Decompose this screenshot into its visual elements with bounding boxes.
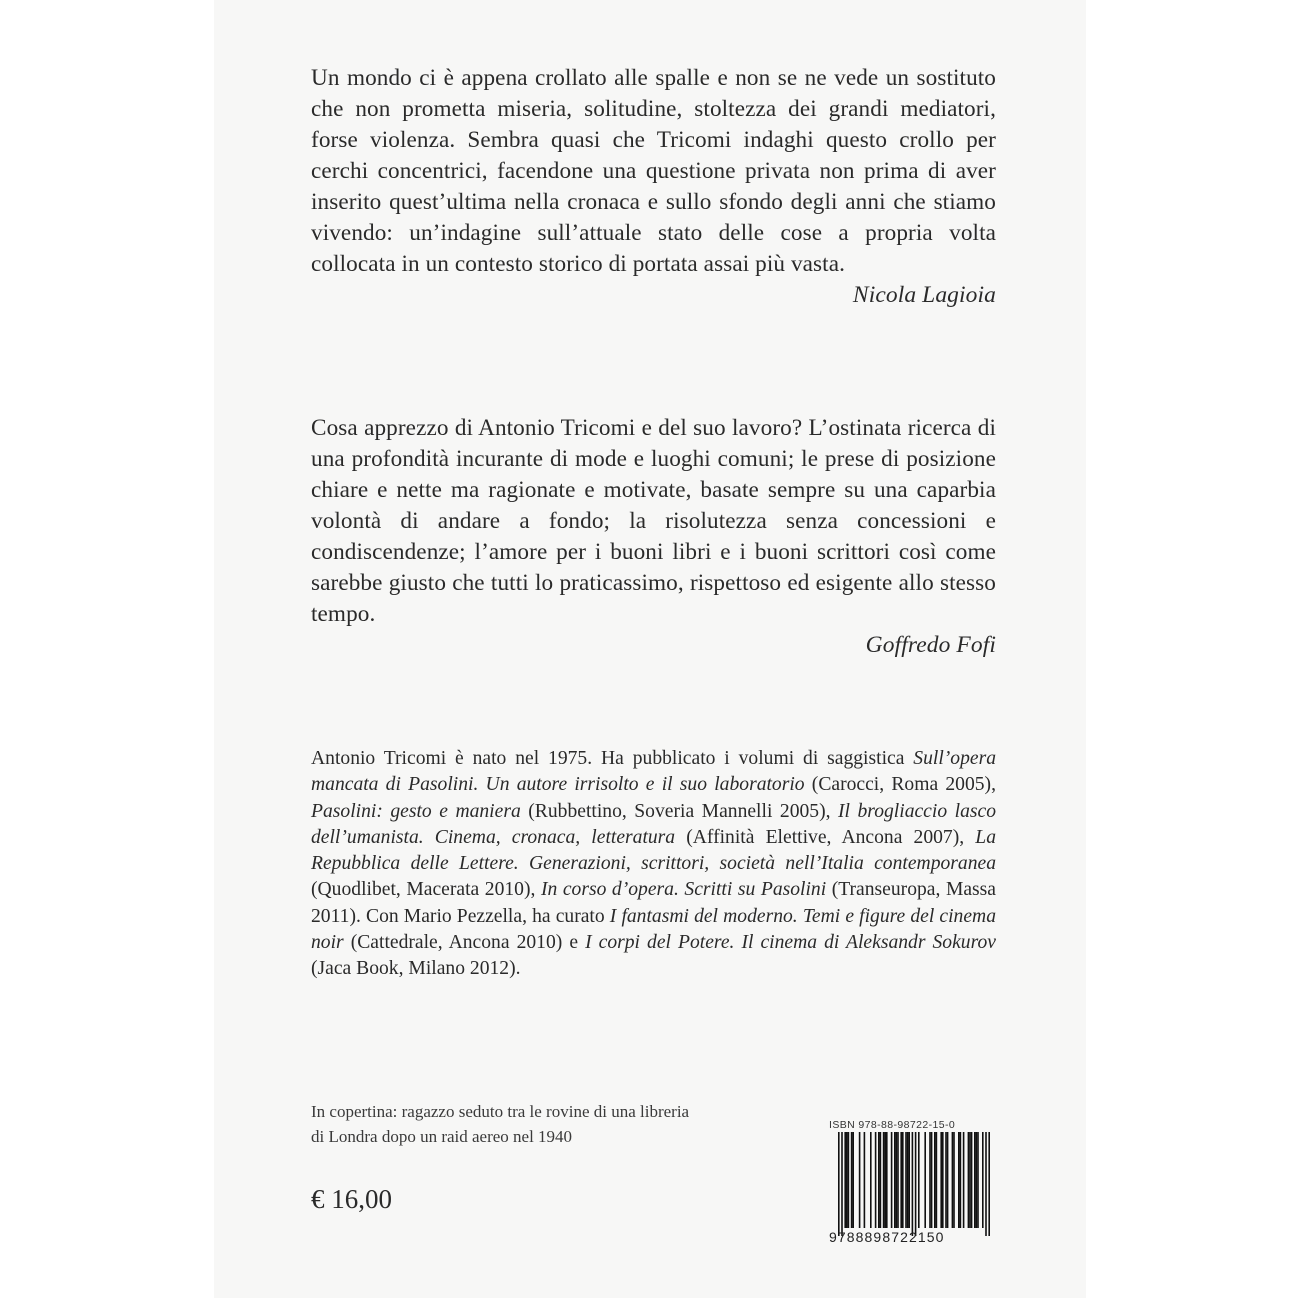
barcode-bar [908,1132,910,1228]
barcode-bar [985,1132,987,1236]
bio-text: (Affinità Elettive, Ancona 2007), [675,826,976,848]
caption-line: di Londra dopo un raid aereo nel 1940 [311,1127,573,1146]
caption-line: In copertina: ragazzo seduto tra le rovine di una libreria [311,1102,690,1121]
bio-text: (Transeuropa, Massa 2011). Con Mario Pezzella, ha curato [311,879,997,927]
barcode-bar [894,1132,896,1228]
barcode-bar [900,1132,902,1228]
barcode-bar [902,1132,904,1228]
barcode-bar [976,1132,978,1228]
bio-text: (Carocci, Roma 2005), [804,774,996,796]
book-title: In corso d’opera. Scritti su Pasolini [540,879,827,901]
barcode-bar [848,1132,850,1228]
blurb-author: Goffredo Fofi [865,632,996,658]
barcode-bar [907,1132,909,1228]
book-title: Il brogliaccio lasco dell’umanista. Cinema, cronaca, letteratura [311,800,996,848]
bio-text: (Cattedrale, Ancona 2010) e [343,932,586,954]
blurb-quote-lagioia [311,63,996,311]
barcode-bar [886,1132,888,1228]
blurb-text: Cosa apprezzo di Antonio Tricomi e del suo lavoro? L’ostinata ricerca di una profondità incurante di mode e luoghi comuni; le prese di posizione chiare e nette ma ragionate e motivate, basate sempre su una caparbia volontà di andare a fondo; la risolutezza senza concessioni e condiscendenze; l’amore per i buoni libri e i buoni scrittori così come sarebbe giusto che tutti lo praticassimo, rispettoso ed esigente allo stesso tempo. [311,415,996,627]
barcode-bar [953,1132,955,1228]
book-title: I fantasmi del moderno. Temi e figure del cinema noir [311,905,996,954]
barcode-bar [915,1132,917,1236]
barcode-bar [936,1132,938,1228]
barcode-bar [859,1132,861,1228]
bio-text: (Rubbettino, Soveria Mannelli 2005), [520,800,839,822]
barcode-bar [977,1132,979,1228]
barcode-bar [875,1132,877,1228]
isbn-label: ISBN 978-88-98722-15-0 [829,1119,956,1131]
barcode-number: 9788898722150 [829,1229,945,1245]
barcode-bar [897,1132,899,1228]
barcode-bar [958,1132,960,1228]
book-title: Sull’opera mancata di Pasolini. Un autore irrisolto e il suo laboratorio [311,748,996,796]
barcode-bar [883,1132,885,1228]
barcode-bar [864,1132,866,1228]
barcode-bar [912,1132,914,1236]
book-title: Pasolini: gesto e maniera [311,800,521,822]
barcode-bar [844,1132,846,1228]
bio-text: (Jaca Book, Milano 2012). [311,958,521,980]
barcode-bar [945,1132,947,1228]
barcode-bar [924,1132,926,1228]
barcode-bar [870,1132,872,1228]
barcode-bar [982,1132,984,1228]
price-label: € 16,00 [311,1184,392,1214]
barcode-bar [884,1132,886,1228]
barcode-bar [905,1132,907,1228]
blurb-author: Nicola Lagioia [852,282,996,308]
barcode-bar [952,1132,954,1228]
book-title: La Repubblica delle Lettere. Generazioni, scrittori, società nell’Italia contemporanea [311,826,996,875]
barcode-bar [974,1132,976,1228]
barcode-bar [963,1132,965,1228]
barcode-bar [971,1132,973,1228]
barcode-bar [841,1132,843,1236]
barcode-bar [880,1132,882,1228]
barcode-bar [838,1132,840,1236]
barcode-bar [891,1132,893,1228]
barcode-bar [968,1132,970,1228]
barcode-bar [988,1132,990,1236]
bio-text: Antonio Tricomi è nato nel 1975. Ha pubblicato i volumi di saggistica [311,748,914,769]
book-title: I corpi del Potere. Il cinema di Aleksandr Sokurov [585,932,996,954]
barcode-bar [851,1132,853,1228]
blurb-text: Un mondo ci è appena crollato alle spalle e non se ne vede un sostituto che non prometta miseria, solitudine, stoltezza dei grandi mediatori, forse violenza. Sembra quasi che Tricomi indaghi questo crollo per cerchi concentrici, facendone una questione privata non prima di aver inserito quest’ultima nella cronaca e sullo sfondo degli anni che stiamo vivendo: un’indagine sull’attuale stato delle cose a propria volta collocata in un contesto storico di portata assai più vasta. [311,65,996,277]
barcode-bar [929,1132,931,1228]
barcode-bar [846,1132,848,1228]
barcode-bar [852,1132,854,1228]
barcode-bar [940,1132,942,1228]
barcode-bar [947,1132,949,1228]
barcode-bar [878,1132,880,1228]
barcode-bar [960,1132,962,1228]
barcode-bar [931,1132,933,1228]
barcode-bar [969,1132,971,1228]
cover-caption [311,1099,831,1149]
barcode-bar [918,1132,920,1228]
bio-text: (Quodlibet, Macerata 2010), [311,879,541,901]
barcode-bar [942,1132,944,1228]
barcode-bar [934,1132,936,1228]
author-bio [311,746,996,983]
barcode-bar [896,1132,898,1228]
blurb-quote-fofi [311,413,996,661]
